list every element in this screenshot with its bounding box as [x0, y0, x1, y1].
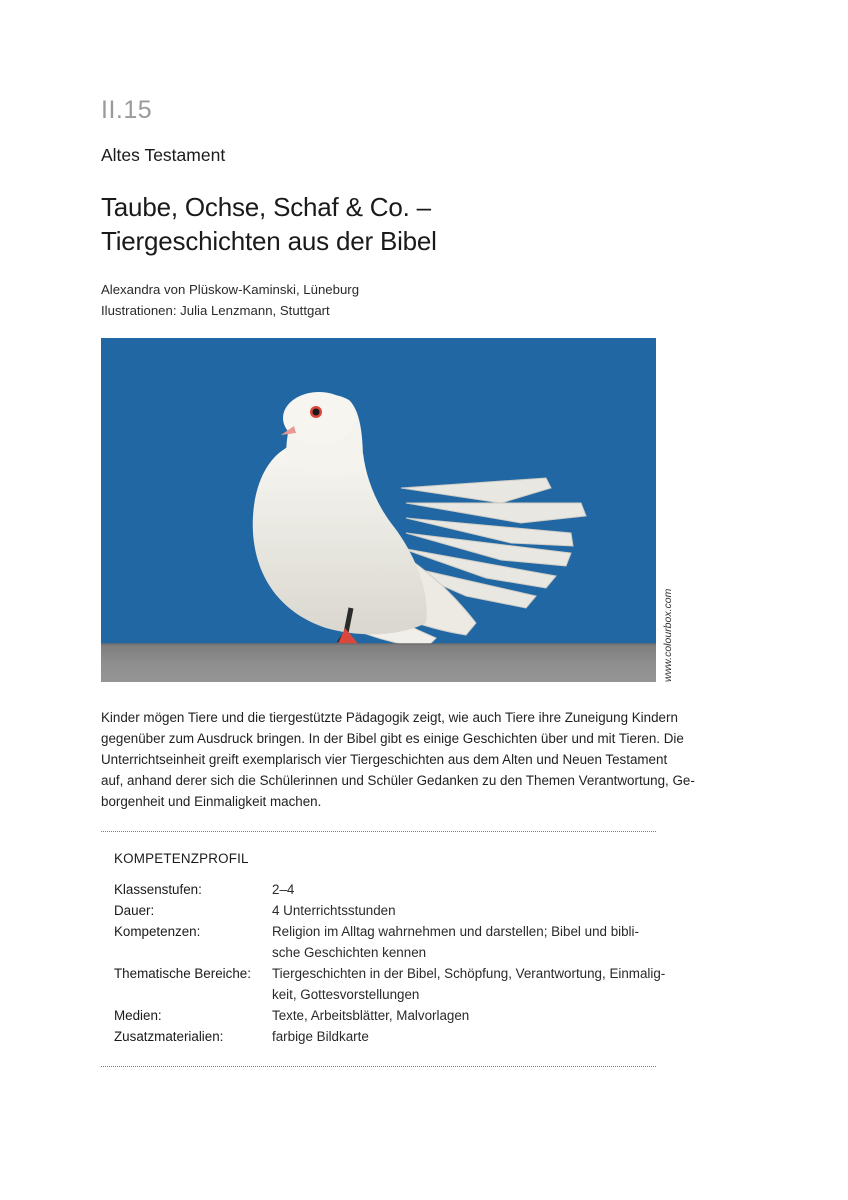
profile-value-line: Religion im Alltag wahrnehmen und darstellen; Bibel und bibli- [272, 924, 639, 939]
profile-value [272, 900, 396, 921]
profile-row-media [114, 1005, 654, 1026]
dove-head [283, 392, 355, 444]
section-category: Altes Testament [101, 145, 226, 165]
dove-photo [101, 338, 656, 682]
profile-label: Medien: [114, 1008, 162, 1023]
intro-line: Kinder mögen Tiere und die tiergestützte Pädagogik zeigt, wie auch Tiere ihre Zuneigung Kindern [101, 710, 678, 725]
profile-label: Dauer: [114, 903, 155, 918]
dove-eye [313, 409, 320, 416]
dove-illustration [101, 338, 656, 682]
profile-value [272, 921, 639, 963]
intro-line: auf, anhand derer sich die Schülerinnen und Schüler Gedanken zu den Themen Verantwortung, Ge- [101, 773, 695, 788]
profile-row-topics [114, 963, 666, 1005]
profile-value-line: 2–4 [272, 882, 295, 897]
section-number: II.15 [101, 96, 153, 124]
profile-value-line: farbige Bildkarte [272, 1029, 369, 1044]
profile-heading: KOMPETENZPROFIL [114, 851, 249, 866]
profile-value-line: keit, Gottesvorstellungen [272, 987, 420, 1002]
profile-value [272, 1005, 469, 1026]
profile-row-grade [114, 879, 654, 900]
profile-row-extras [114, 1026, 654, 1047]
intro-line: gegenüber zum Ausdruck bringen. In der Bibel gibt es einige Geschichten über und mit Tieren. Die [101, 731, 684, 746]
profile-value-line: 4 Unterrichtsstunden [272, 903, 396, 918]
profile-row-duration [114, 900, 654, 921]
profile-value [272, 879, 294, 900]
profile-label: Zusatzmaterialien: [114, 1029, 224, 1044]
photo-credit: www.colourbox.com [662, 588, 674, 682]
profile-value-line: Tiergeschichten in der Bibel, Schöpfung, Verantwortung, Einmalig- [272, 966, 666, 981]
page-title [101, 190, 437, 258]
profile-label: Klassenstufen: [114, 882, 202, 897]
profile-value [272, 963, 665, 1005]
credits [101, 279, 359, 321]
profile-value [272, 1026, 369, 1047]
profile-row-competences [114, 921, 654, 963]
competence-profile [114, 879, 666, 1047]
dotted-divider-bottom [101, 1066, 656, 1067]
profile-value-line: Texte, Arbeitsblätter, Malvorlagen [272, 1008, 470, 1023]
dotted-divider-top [101, 831, 656, 832]
page-title-line-1: Taube, Ochse, Schaf & Co. – [101, 192, 431, 222]
profile-label: Kompetenzen: [114, 924, 201, 939]
author-credit: Alexandra von Plüskow-Kaminski, Lüneburg [101, 282, 360, 297]
intro-paragraph [101, 707, 695, 812]
intro-line: Unterrichtseinheit greift exemplarisch vier Tiergeschichten aus dem Alten und Neuen Testament [101, 752, 668, 767]
profile-label: Thematische Bereiche: [114, 966, 251, 981]
profile-value-line: sche Geschichten kennen [272, 945, 427, 960]
page-title-line-2: Tiergeschichten aus der Bibel [101, 226, 437, 256]
intro-line: borgenheit und Einmaligkeit machen. [101, 794, 322, 809]
illustration-credit: Ilustrationen: Julia Lenzmann, Stuttgart [101, 303, 330, 318]
ground [101, 644, 656, 682]
